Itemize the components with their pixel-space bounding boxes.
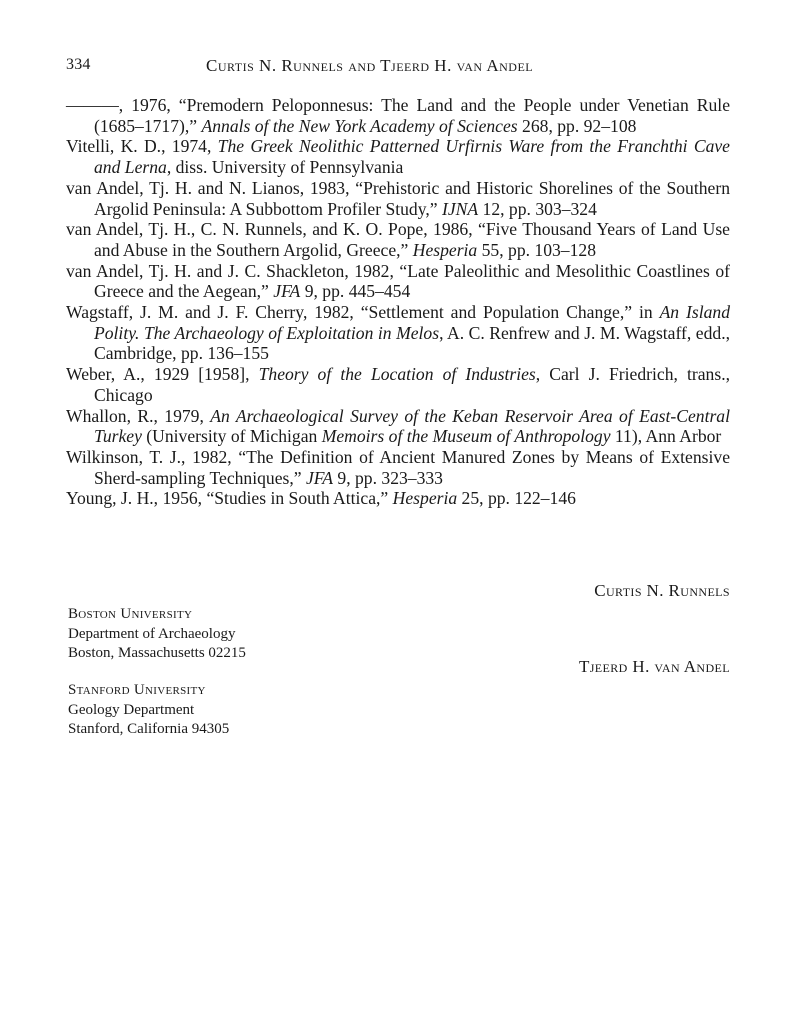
reference-entry [66, 488, 730, 509]
address-location: Boston, Massachusetts 02215 [68, 645, 246, 662]
reference-text: 12, pp. 303–324 [478, 198, 597, 219]
page-header [66, 56, 730, 82]
reference-title-italic: Memoirs of the Museum of Anthropology [321, 426, 611, 447]
reference-text: Weber, A., 1929 [1958], [66, 364, 259, 385]
author-signature: Curtis N. Runnels [594, 581, 730, 600]
author-address [68, 605, 246, 664]
page-number: 334 [66, 56, 91, 73]
reference-title-italic: An Island Polity. The Archaeology of Exploitation in Melos [94, 302, 730, 343]
reference-text: Wagstaff, J. M. and J. F. Cherry, 1982, “Settlement and Population Change,” in [66, 302, 660, 323]
reference-text: , A. C. Renfrew and J. M. Wagstaff, edd., Cambridge, pp. 136–155 [94, 322, 730, 364]
reference-entry [66, 178, 730, 219]
reference-title-italic: JFA [273, 281, 301, 302]
reference-title-italic: Hesperia [412, 239, 478, 260]
reference-text: 11), Ann Arbor [610, 426, 722, 447]
reference-text: 55, pp. 103–128 [477, 239, 596, 260]
department-name: Geology Department [68, 701, 195, 718]
reference-text: 25, pp. 122–146 [457, 488, 576, 509]
reference-text: Wilkinson, T. J., 1982, “The Definition of Ancient Manured Zones by Means of Extensive Sherd-sampling Techniques,” [66, 446, 730, 488]
reference-text: 9, pp. 445–454 [300, 281, 411, 302]
reference-text: van Andel, Tj. H. and N. Lianos, 1983, “Prehistoric and Historic Shorelines of the Southern Argolid Peninsula: A Subbottom Profiler Study,” [66, 177, 730, 219]
institution-name: Boston University [68, 606, 193, 622]
author-signature: Tjeerd H. van Andel [578, 657, 730, 676]
reference-list [66, 95, 730, 509]
reference-text: van Andel, Tj. H. and J. C. Shackleton, 1982, “Late Paleolithic and Mesolithic Coastlines of Greece and the Aegean,” [66, 260, 730, 302]
reference-text: Young, J. H., 1956, “Studies in South Attica,” [66, 488, 393, 509]
reference-title-italic: JFA [305, 467, 334, 488]
reference-title-italic: Annals of the New York Academy of Sciences [201, 115, 518, 136]
reference-entry [66, 302, 730, 364]
reference-text: van Andel, Tj. H., C. N. Runnels, and K. O. Pope, 1986, “Five Thousand Years of Land Use and Abuse in the Southern Argolid, Greece,” [66, 219, 730, 260]
reference-entry [66, 95, 730, 136]
department-name: Department of Archaeology [68, 625, 236, 642]
author-address [68, 681, 229, 740]
reference-text: , diss. University of Pennsylvania [166, 157, 404, 178]
reference-text: Vitelli, K. D., 1974, [66, 136, 218, 157]
reference-title-italic: The Greek Neolithic Patterned Urfirnis Ware from the Franchthi Cave and Lerna [94, 136, 730, 178]
institution-name: Stanford University [68, 682, 206, 698]
reference-entry [66, 261, 730, 302]
reference-text: , Carl J. Friedrich, trans., Chicago [94, 364, 730, 405]
running-head: Curtis N. Runnels and Tjeerd H. van Andel [206, 56, 534, 75]
reference-entry [66, 406, 730, 447]
reference-entry [66, 364, 730, 405]
reference-text: 9, pp. 323–333 [333, 467, 443, 488]
reference-text: 268, pp. 92–108 [517, 115, 637, 136]
reference-entry [66, 219, 730, 260]
reference-title-italic: IJNA [441, 198, 479, 219]
reference-title-italic: Hesperia [392, 488, 458, 509]
address-location: Stanford, California 94305 [68, 721, 230, 738]
reference-text: ———, 1976, “Premodern Peloponnesus: The Land and the People under Venetian Rule (1685–1717),” [66, 95, 730, 136]
reference-text: Whallon, R., 1979, [66, 405, 211, 426]
reference-title-italic: An Archaeological Survey of the Keban Reservoir Area of East-Central Turkey [94, 405, 730, 447]
reference-text: (University of Michigan [141, 426, 322, 447]
reference-entry [66, 136, 730, 177]
reference-entry [66, 447, 730, 488]
reference-title-italic: Theory of the Location of Industries [258, 364, 536, 385]
